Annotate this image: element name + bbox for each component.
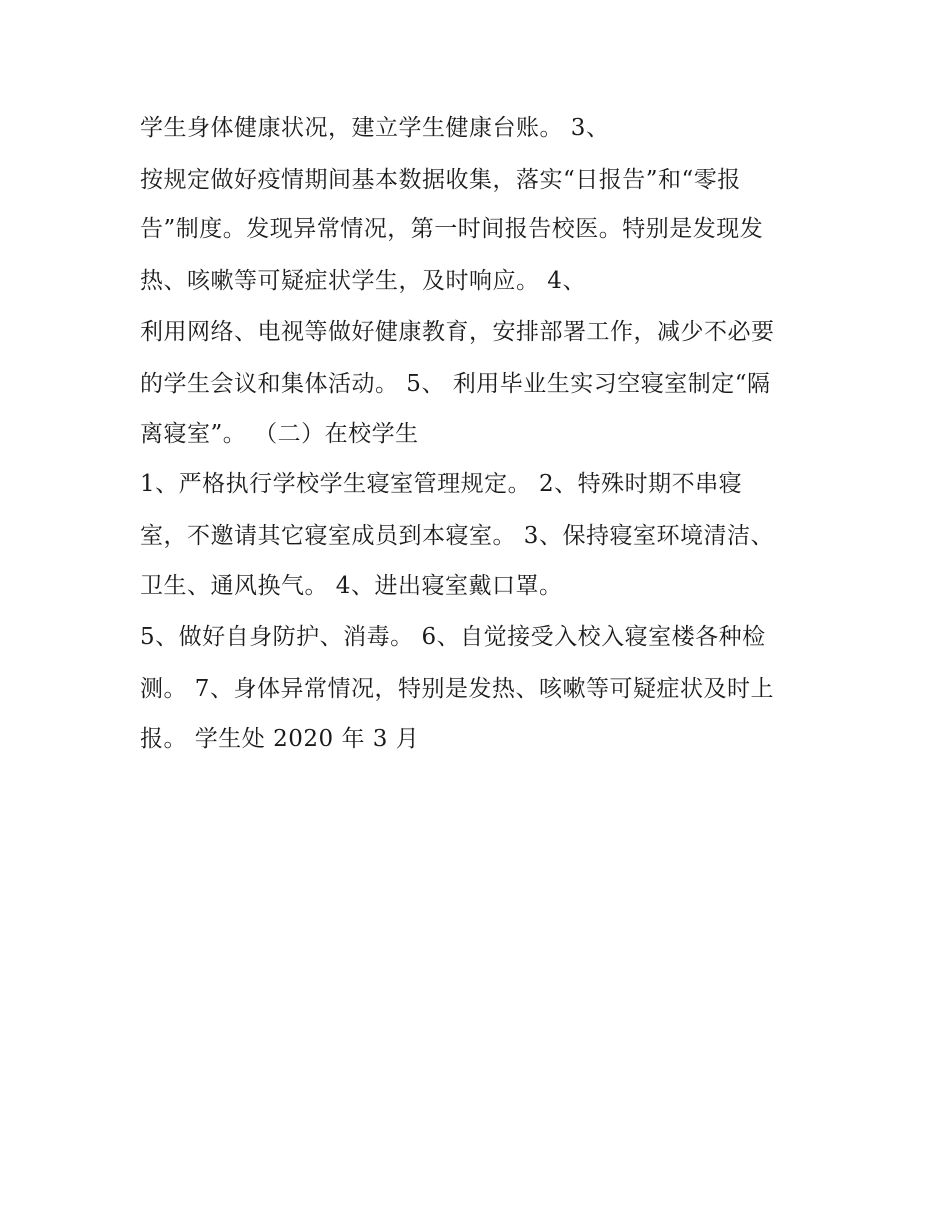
text-line: 离寝室”。 （二）在校学生 xyxy=(140,421,419,447)
text-line: 测。 7、身体异常情况，特别是发热、咳嗽等可疑症状及时上 xyxy=(140,676,774,702)
text-line: 告”制度。发现异常情况，第一时间报告校医。特别是发现发 xyxy=(140,216,764,242)
signature-line: 报。 学生处 2020 年 3 月 xyxy=(140,726,420,752)
text-line: 热、咳嗽等可疑症状学生，及时响应。 4、 xyxy=(140,268,586,294)
text-line: 1、严格执行学校学生寝室管理规定。 2、特殊时期不串寝 xyxy=(140,471,743,497)
text-line: 5、做好自身防护、消毒。 6、自觉接受入校入寝室楼各种检 xyxy=(140,624,766,650)
text-line: 的学生会议和集体活动。 5、 利用毕业生实习空寝室制定“隔 xyxy=(140,371,771,397)
text-line: 利用网络、电视等做好健康教育，安排部署工作，减少不必要 xyxy=(140,319,775,345)
text-line: 室，不邀请其它寝室成员到本寝室。 3、保持寝室环境清洁、 xyxy=(140,523,774,549)
text-line: 卫生、通风换气。 4、进出寝室戴口罩。 xyxy=(140,573,563,599)
text-line: 按规定做好疫情期间基本数据收集，落实“日报告”和“零报 xyxy=(140,167,741,193)
text-line: 学生身体健康状况，建立学生健康台账。 3、 xyxy=(140,115,610,141)
